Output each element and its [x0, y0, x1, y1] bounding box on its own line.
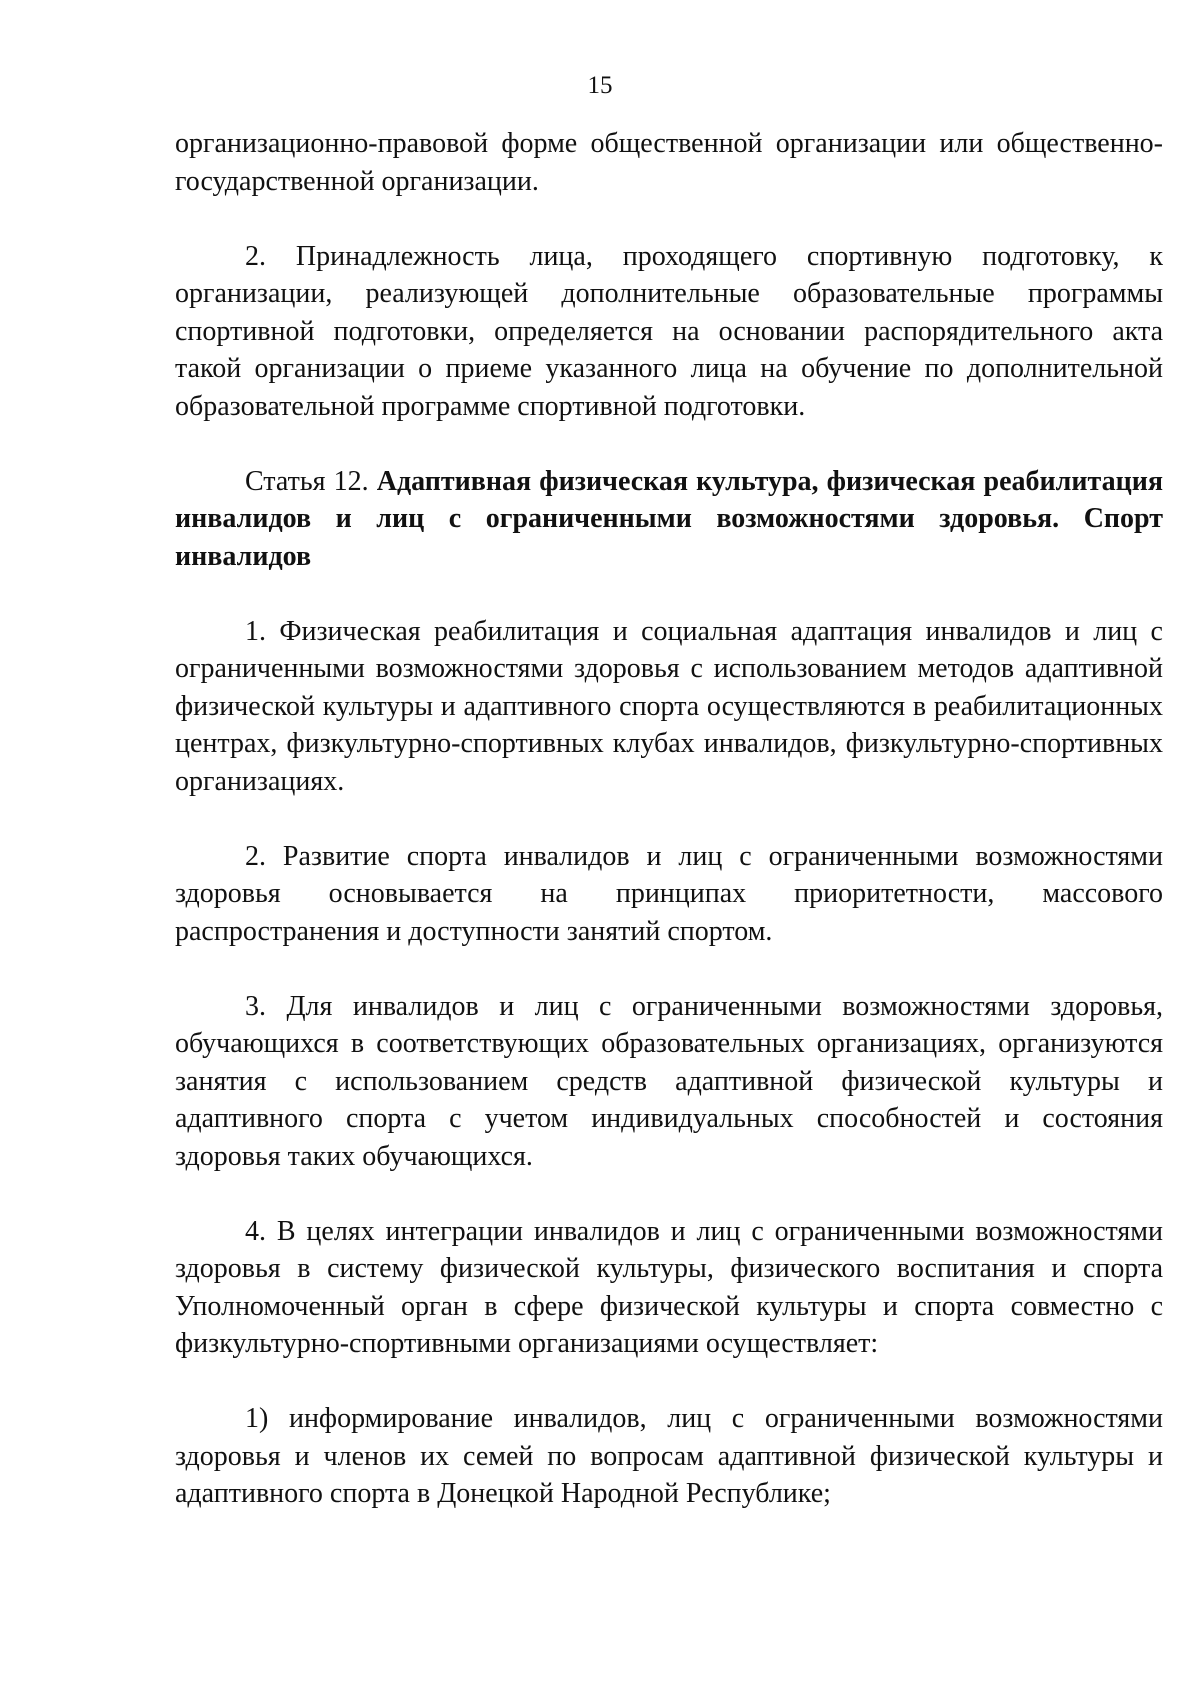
article-number: Статья 12. — [245, 465, 369, 497]
paragraph-article-11-part-2: 2. Принадлежность лица, проходящего спортивную подготовку, к организации, реализующей дополнительные образовательные программы спортивной подготовки, определяется на основании распорядительного акта такой организации о приеме указанного лица на обучение по дополнительной образовательной программе спортивной подготовки. — [175, 240, 1163, 422]
paragraph-article-12-part-3: 3. Для инвалидов и лиц с ограниченными возможностями здоровья, обучающихся в соответствующих образовательных организациях, организуются занятия с использованием средств адаптивной физической культуры и адаптивного спорта с учетом индивидуальных способностей и состояния здоровья таких обучающихся. — [175, 990, 1163, 1172]
article-title: Адаптивная физическая культура, физическая реабилитация инвалидов и лиц с ограниченными возможностями здоровья. Спорт инвалидов — [175, 465, 1164, 572]
paragraph-article-12-part-4-item-1: 1) информирование инвалидов, лиц с ограниченными возможностями здоровья и членов их семей по вопросам адаптивной физической культуры и адаптивного спорта в Донецкой Народной Республике; — [175, 1403, 1163, 1509]
paragraph-article-12-part-4: 4. В целях интеграции инвалидов и лиц с ограниченными возможностями здоровья в систему физической культуры, физического воспитания и спорта Уполномоченный орган в сфере физической культуры и спорта совместно с физкультурно-спортивными организациями осуществляет: — [175, 1215, 1163, 1359]
paragraph-continuation: организационно-правовой форме общественной организации или общественно-государственной организации. — [175, 128, 1163, 197]
paragraph-article-12-part-1: 1. Физическая реабилитация и социальная адаптация инвалидов и лиц с ограниченными возможностями здоровья с использованием методов адаптивной физической культуры и адаптивного спорта осуществляются в реабилитационных центрах, физкультурно-спортивных клубах инвалидов, физкультурно-спортивных организациях. — [175, 615, 1163, 797]
article-heading — [175, 463, 1163, 576]
paragraph-article-12-part-2: 2. Развитие спорта инвалидов и лиц с ограниченными возможностями здоровья основывается на принципах приоритетности, массового распространения и доступности занятий спортом. — [175, 840, 1163, 947]
document-body — [175, 125, 1163, 1513]
page-number: 15 — [587, 72, 613, 99]
